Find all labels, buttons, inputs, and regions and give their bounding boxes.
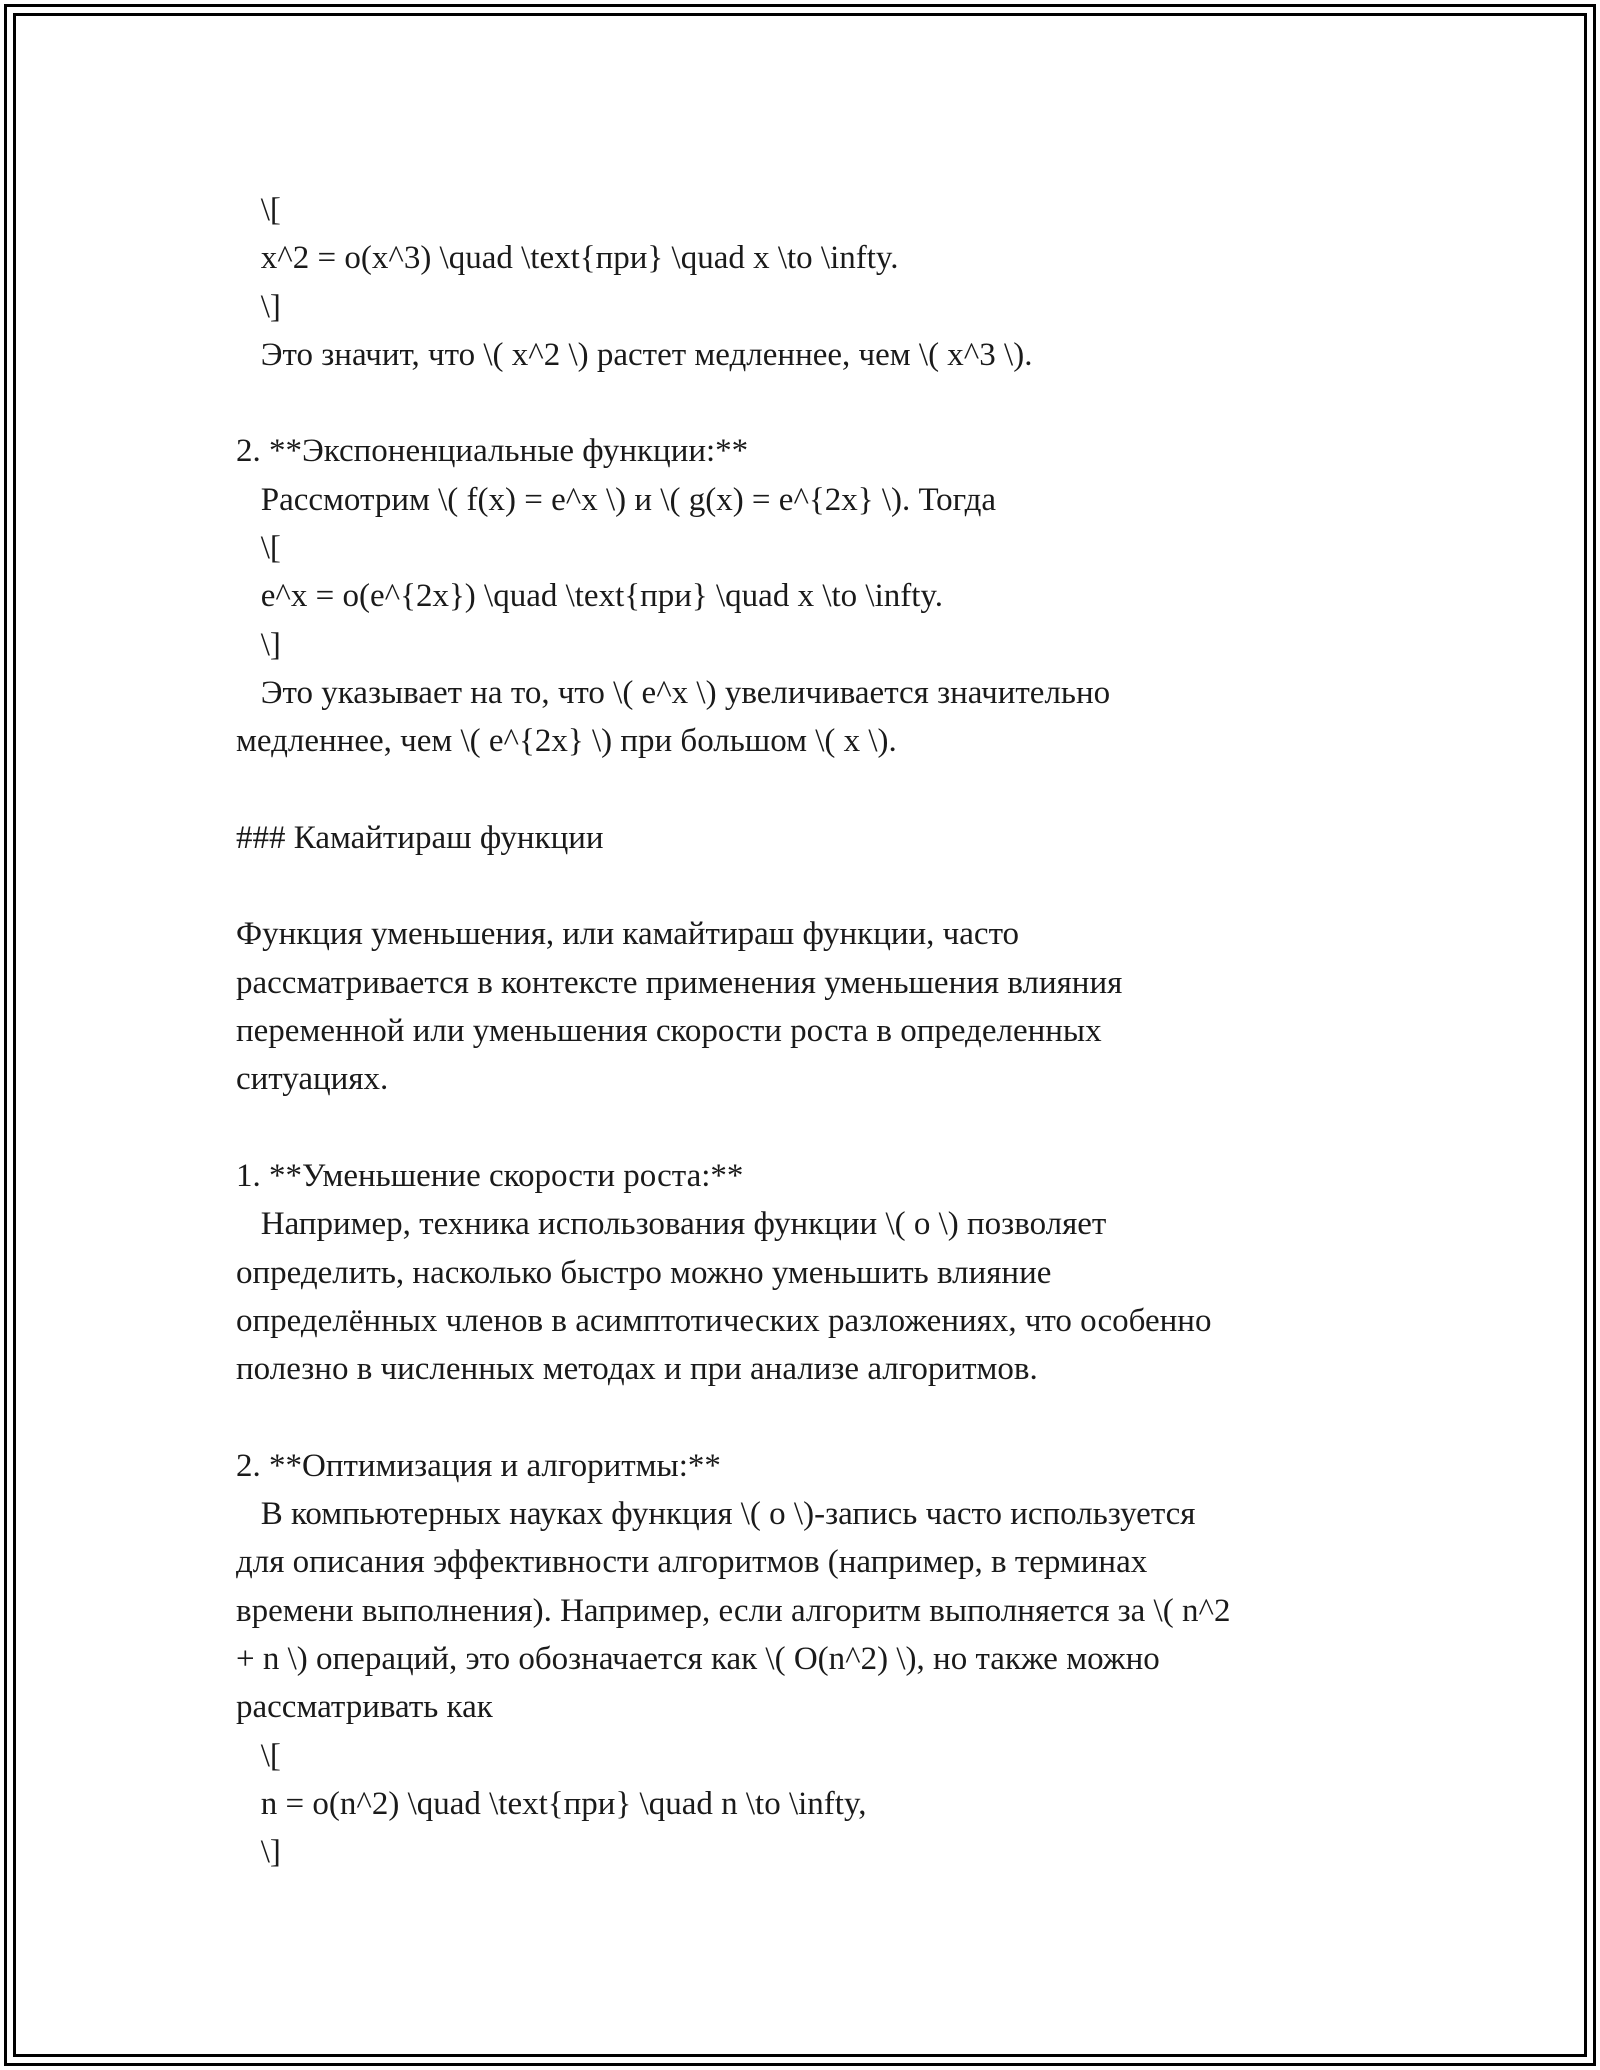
text-line: Функция уменьшения, или камайтираш функции, часто [236, 916, 1020, 953]
text-line: рассматривается в контексте применения уменьшения влияния [236, 964, 1123, 1001]
text-line: \] [236, 288, 281, 325]
text-line: медленнее, чем \( e^{2x} \) при большом \( x \). [236, 723, 897, 760]
blank-line [236, 1393, 1356, 1441]
text-line: 2. **Экспоненциальные функции:** [236, 433, 749, 470]
text-line: определить, насколько быстро можно уменьшить влияние [236, 1254, 1052, 1291]
blank-line [236, 862, 1356, 910]
text-line: \] [236, 1834, 281, 1871]
text-line: рассматривать как [236, 1689, 493, 1726]
text-line: \[ [236, 1737, 281, 1774]
text-line: Это значит, что \( x^2 \) растет медленнее, чем \( x^3 \). [236, 336, 1033, 373]
text-line: Рассмотрим \( f(x) = e^x \) и \( g(x) = e^{2x} \). Тогда [236, 481, 997, 518]
text-line: полезно в численных методах и при анализе алгоритмов. [236, 1351, 1038, 1388]
document-body [236, 186, 1356, 1876]
text-line: x^2 = o(x^3) \quad \text{при} \quad x \to \infty. [236, 240, 899, 277]
text-line: \] [236, 626, 281, 663]
text-line: n = o(n^2) \quad \text{при} \quad n \to \infty, [236, 1785, 867, 1822]
text-line: Это указывает на то, что \( e^x \) увеличивается значительно [236, 674, 1111, 711]
text-line: \[ [236, 192, 281, 228]
text-line: определённых членов в асимптотических разложениях, что особенно [236, 1302, 1212, 1339]
text-line: e^x = o(e^{2x}) \quad \text{при} \quad x \to \infty. [236, 578, 944, 615]
text-line: ### Камайтираш функции [236, 819, 604, 856]
text-line: переменной или уменьшения скорости роста в определенных [236, 1013, 1102, 1050]
text-line: \[ [236, 530, 281, 567]
blank-line [236, 1104, 1356, 1152]
text-line: 2. **Оптимизация и алгоритмы:** [236, 1447, 721, 1484]
text-line: В компьютерных науках функция \( o \)-запись часто используется [236, 1496, 1196, 1533]
text-line: ситуациях. [236, 1061, 389, 1098]
text-line: + n \) операций, это обозначается как \( O(n^2) \), но также можно [236, 1640, 1160, 1677]
text-line: 1. **Уменьшение скорости роста:** [236, 1157, 744, 1194]
blank-line [236, 766, 1356, 814]
text-line: для описания эффективности алгоритмов (например, в терминах [236, 1544, 1148, 1581]
text-line: Например, техника использования функции \( o \) позволяет [236, 1206, 1107, 1243]
text-line: времени выполнения). Например, если алгоритм выполняется за \( n^2 [236, 1592, 1231, 1629]
blank-line [236, 379, 1356, 427]
